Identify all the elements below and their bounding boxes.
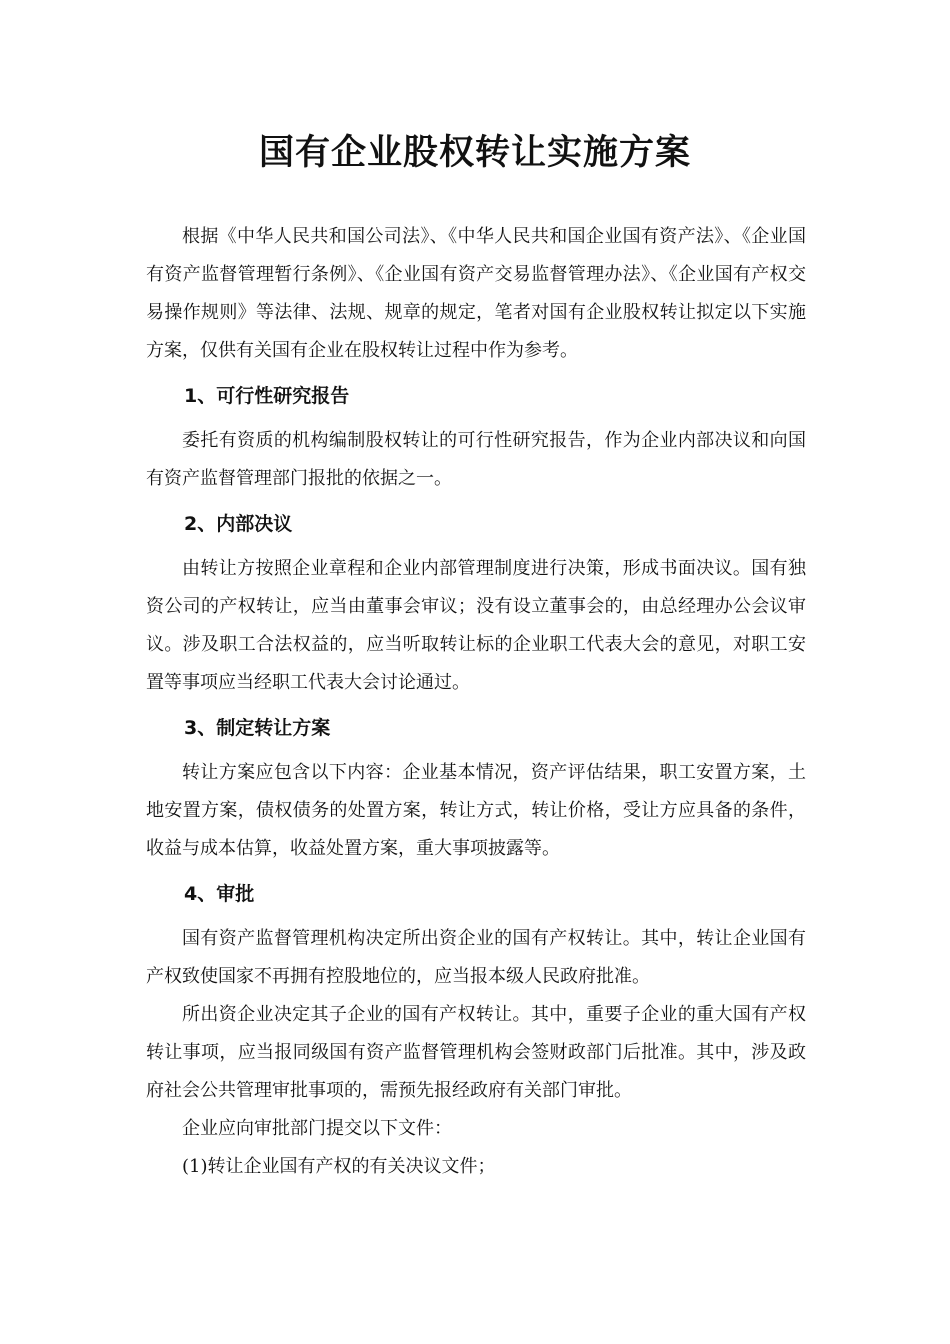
- list-item: (1)转让企业国有产权的有关决议文件；: [182, 1156, 496, 1177]
- section-paragraph: 所出资企业决定其子企业的国有产权转让。其中，重要子企业的重大国有产权转让事项，应当报同级国有资产监督管理机构会签财政部门后批准。其中，涉及政府社会公共管理审批事项的，需预先报经政府有关部门审批。: [146, 1004, 806, 1101]
- section-heading: 4、审批: [184, 883, 255, 905]
- section-paragraph: 转让方案应包含以下内容：企业基本情况，资产评估结果，职工安置方案，土地安置方案，债权债务的处置方案，转让方式，转让价格，受让方应具备的条件，收益与成本估算，收益处置方案，重大事项披露等。: [146, 762, 806, 859]
- intro-paragraph: 根据《中华人民共和国公司法》、《中华人民共和国企业国有资产法》、《企业国有资产监督管理暂行条例》、《企业国有资产交易监督管理办法》、《企业国有产权交易操作规则》等法律、法规、规章的规定，笔者对国有企业股权转让拟定以下实施方案，仅供有关国有企业在股权转让过程中作为参考。: [146, 226, 806, 361]
- section-paragraph: 由转让方按照企业章程和企业内部管理制度进行决策，形成书面决议。国有独资公司的产权转让，应当由董事会审议；没有设立董事会的，由总经理办公会议审议。涉及职工合法权益的，应当听取转让标的企业职工代表大会的意见，对职工安置等事项应当经职工代表大会讨论通过。: [146, 558, 806, 693]
- section-heading: 1、可行性研究报告: [184, 385, 350, 407]
- section-heading: 2、内部决议: [184, 513, 293, 535]
- section-heading: 3、制定转让方案: [184, 717, 331, 739]
- section-transfer-plan: [146, 708, 806, 868]
- section-approval: [146, 874, 806, 1186]
- section-feasibility: [146, 376, 806, 498]
- section-paragraph: 委托有资质的机构编制股权转让的可行性研究报告，作为企业内部决议和向国有资产监督管理部门报批的依据之一。: [146, 430, 806, 489]
- section-internal-resolution: [146, 504, 806, 702]
- document-body: [146, 218, 806, 1186]
- section-paragraph: 国有资产监督管理机构决定所出资企业的国有产权转让。其中，转让企业国有产权致使国家不再拥有控股地位的，应当报本级人民政府批准。: [146, 928, 806, 987]
- document-title: 国有企业股权转让实施方案: [258, 133, 691, 173]
- section-paragraph: 企业应向审批部门提交以下文件：: [182, 1118, 452, 1139]
